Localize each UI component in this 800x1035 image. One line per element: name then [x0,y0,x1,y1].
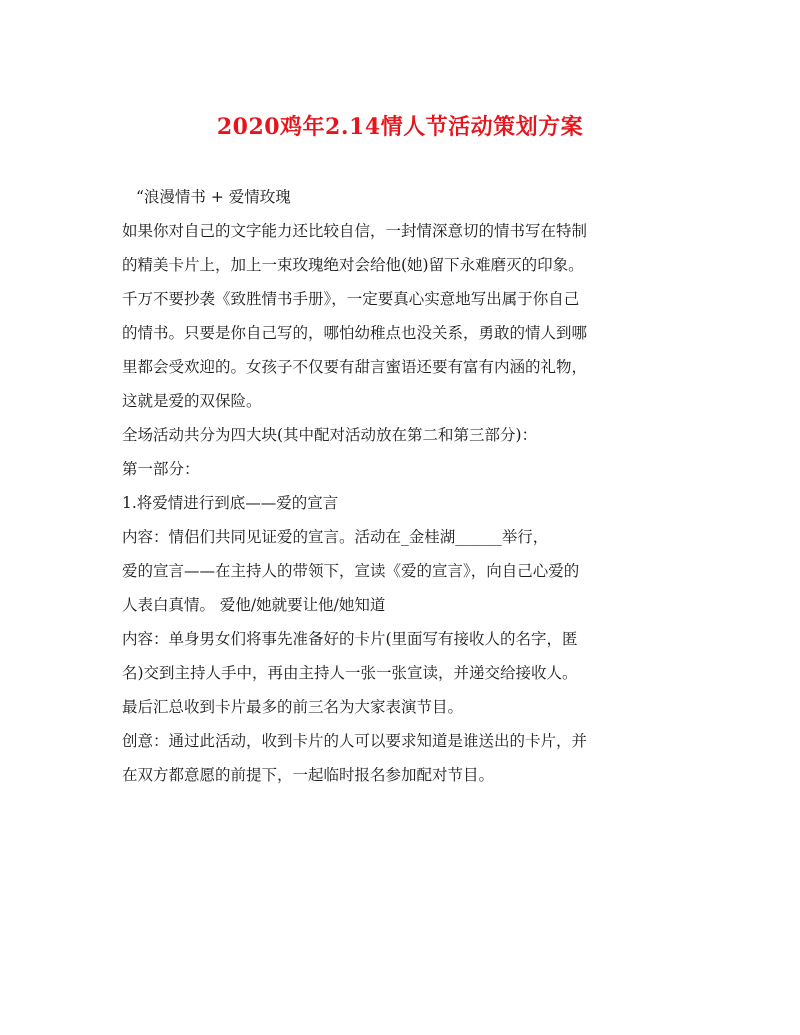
document-body [122,182,682,790]
paragraph-line: 最后汇总收到卡片最多的前三名为大家表演节目。 [122,698,464,716]
paragraph-line: 在双方都意愿的前提下，一起临时报名参加配对节目。 [122,766,495,784]
paragraph-line: “浪漫情书 + 爱情玫瑰 [136,188,291,206]
paragraph-line: 全场活动共分为四大块(其中配对活动放在第二和第三部分)： [122,426,538,444]
document-title: 2020鸡年2.14情人节活动策划方案 [216,114,584,140]
paragraph-line: 创意：通过此活动，收到卡片的人可以要求知道是谁送出的卡片，并 [122,732,588,750]
paragraph-line: 内容：单身男女们将事先准备好的卡片(里面写有接收人的名字，匿 [122,630,578,648]
paragraph-line: 人表白真情。 爱他/她就要让他/她知道 [122,596,386,614]
paragraph-line: 千万不要抄袭《致胜情书手册》，一定要真心实意地写出属于你自己 [122,290,580,308]
paragraph-line: 这就是爱的双保险。 [122,392,262,410]
paragraph-line: 如果你对自己的文字能力还比较自信，一封情深意切的情书写在特制 [122,222,588,240]
paragraph-line: 爱的宣言——在主持人的带领下，宣读《爱的宣言》，向自己心爱的 [122,562,580,580]
paragraph-line: 里都会受欢迎的。女孩子不仅要有甜言蜜语还要有富有内涵的礼物， [122,358,588,376]
paragraph-line: 名)交到主持人手中，再由主持人一张一张宣读，并递交给接收人。 [122,664,578,682]
paragraph-line: 内容：情侣们共同见证爱的宣言。活动在_金桂湖______举行， [122,528,549,546]
section-heading: 1.将爱情进行到底——爱的宣言 [122,494,339,512]
section-heading: 第一部分： [122,460,200,478]
paragraph-line: 的情书。只要是你自己写的，哪怕幼稚点也没关系，勇敢的情人到哪 [122,324,588,342]
paragraph-line: 的精美卡片上，加上一束玫瑰绝对会给他(她)留下永难磨灭的印象。 [122,256,584,274]
